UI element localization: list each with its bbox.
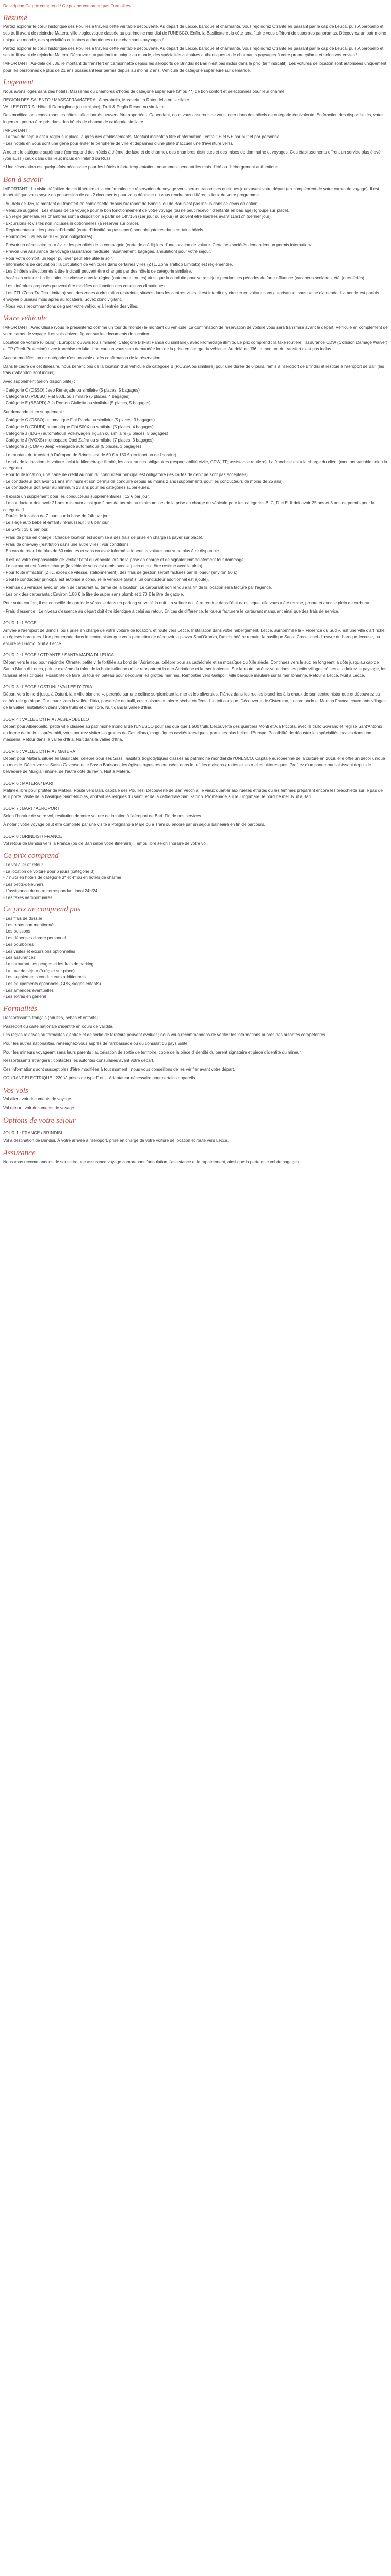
section-title-formalites: Formalités bbox=[3, 1005, 37, 1013]
resume-paragraph: Partez explorer le cœur historique des Pouilles à travers cette véritable découverte. Au départ de Lecce, baroque et charmante, vous rejoindrez Otrante en passant par le cap de Leuca, puis Alberobello et ses trulli avant de rejoindre Matera, ville troglodytique classée au patrimoine mondial de l'UNESCO. Enfin, la Basilicate et la côte amalfitaine vous offriront de superbes panoramas. Découvrez un patrimoine unique au monde, des spécialités culinaires authentiques et de charmants paysages à ... bbox=[3, 24, 386, 42]
vehicule-paragraph: - Catégorie C (OSSO) Jeep Renegade ou similaire (5 places, 5 bagages) - Catégorie D (VOLSO) Fiat 500L ou similaire (5 places, 4 bagages) - Catégorie E (BEARD) Alfa Romeo Giulietta ou similaire (5 places, 5 bagages) bbox=[3, 387, 151, 406]
vehicule-paragraph: - Frais d'essence : Le niveau d'essence au départ doit être identique à celui au retour. En cas de différence, le loueur facturera le carburant manquant ainsi que des frais de service. bbox=[3, 609, 339, 614]
list-item: - Les dépenses d'ordre personnel bbox=[3, 936, 66, 941]
vehicule-paragraph: - Le montant du transfert à l'aéroport de Brindisi est de 60 € à 150 € (en fonction de l'horaire). - Le prix de la location de voiture inclut le kilométrage illimité, les assurances obligatoires (responsabilité civile, CDW, TP, assistance routière). La franchise est à la charge du client (montant variable selon la catégorie). - Pour toute location, une carte de crédit au nom du conducteur principal est obligatoire (les cartes de débit ne sont pas acceptées). - Le conducteur doit avoir 21 ans minimum et son permis de conduire depuis au moins 2 ans (suppléments pour les conducteurs de moins de 25 ans). - Le conducteur doit avoir au minimum 23 ans pour les catégories supérieures. bbox=[3, 452, 387, 490]
itinerary-note: À noter : votre voyage peut être complété par une visite à Polignano a Mare ou à Trani ou encore par un séjour balnéaire en fin de parcours. bbox=[3, 822, 265, 827]
bon-savoir-paragraph: - Au-delà de J36, le montant du transfert en camionnette depuis l'aéroport de Brindisi ou de Bari n'est pas inclus dans ce devis en option. - Véhicule suggéré : Les étapes de ce voyage pour le bon fonctionnement de votre voyage (ou ne peut recevoir d'enfants en bas âge) (groupe sur place). - En règle générale, les chambres sont à disposition à partir de 14h/15h (1er jour du séjour) et doivent être libérées avant 11h/12h (dernier jour). - Excursions et visites non incluses ni optionnelles (à réserver sur place). - Réglementation : les pièces d'identité (carte d'identité ou passeport) sont obligatoires dans certains hôtels. - Pourboires : usuels de 10 % (non obligatoires). bbox=[3, 201, 290, 239]
logement-paragraph: Nous avons logés dans des hôtels, Masserias ou chambres d'hôtes de catégorie supérieure (3* ou 4*) de bon confort et sélectionnés pour leur charme. bbox=[3, 89, 286, 94]
logement-paragraph: IMPORTANT : - La taxe de séjour est à régler sur place, auprès des établissements. Montant indicatif à titre d'information : entre 1 € et 5 € par nuit et par personne. - Les hôtels en vous sont une gêne pour éviter le périphérie de ville et dépannés d'une plate d'accueil une (l'aventure vers). bbox=[3, 128, 281, 146]
list-item: - 7 nuits en hôtels de catégorie 3* et 4* ou en hôtels de charme bbox=[3, 875, 121, 880]
vehicule-paragraph: Sur demande et en supplément : bbox=[3, 409, 64, 414]
day-text: Départ vers le nord jusqu'à Ostuni, la « ville blanche », perchée sur une colline surplombant la mer et les oliveraies. Flânez dans les ruelles blanchies à la chaux de son centre historique et découvrez sa cathédrale gothique. Continuez vers la vallée d'Itria, parsemée de trulli, ces maisons en pierre sèche coiffées d'un toit conique. Découverte de Cisternino, Locorotondo et Martina Franca, charmants villages de la vallée. Installation dans votre trullo et dîner libre. Nuit dans la vallée d'Itria. bbox=[3, 692, 386, 710]
day-heading: JOUR 2 : LECCE / OTRANTE / SANTA MARIA DI LEUCA bbox=[3, 652, 114, 658]
formalites-paragraph: Ressortissants étrangers : contactez les autorités consulaires avant votre départ. bbox=[3, 1058, 155, 1063]
prix-comprend-list bbox=[3, 862, 388, 901]
day-heading: JOUR 1 : FRANCE / BRINDISI bbox=[3, 1130, 62, 1136]
list-item: - Les assurances bbox=[3, 955, 36, 960]
formalites-paragraph: Pour les autres nationalités, renseignez-vous auprès de l'ambassade ou du consulat du pays visité. bbox=[3, 1041, 189, 1046]
section-title-vehicule: Votre véhicule bbox=[3, 314, 47, 323]
page-description: Description Ce prix comprend / Ce prix ne comprend pas Formalités bbox=[3, 4, 131, 8]
bon-savoir-paragraph: - Les itinéraires proposés peuvent être modifiés en fonction des conditions climatiques. - Les ZTL (Zona Traffico Limitato) sont des zones à circulation restreinte, situées dans les centres-villes. Il est interdit d'y circuler en voiture sans autorisation, sous peine d'amende. L'amende est parfois envoyée plusieurs mois après au locataire. Soyez donc vigilant. - Nous vous recommandons de garer votre véhicule à l'entrée des villes. bbox=[3, 284, 379, 309]
day-heading: JOUR 4 : VALLÉE D'ITRIA / ALBEROBELLO bbox=[3, 716, 89, 722]
logement-paragraph: A noter : le catégorie supérieure (correspond des hôtels à thème, de luxe et de charme). des chambres distinctes et des mises de dommaine et voyages. Ces établissements offrent un service plus élevé (voir aussi) ceux dans des lieux inclus en Ireland ou Russ. bbox=[3, 149, 381, 161]
day-heading: JOUR 3 : LECCE / OSTUNI / VALLÉE D'ITRIA bbox=[3, 684, 92, 690]
list-item: - Les suppléments conducteurs additionnels bbox=[3, 975, 86, 980]
section-title-bon-a-savoir: Bon à savoir bbox=[3, 175, 43, 184]
vol-line: Vol retour : voir documents de voyage bbox=[3, 1106, 74, 1111]
prix-ne-comprend-list bbox=[3, 916, 388, 1001]
vehicule-paragraph: - Frais de prise en charge : Chaque location est soumise à des frais de prise en charge (à payer sur place). - Frais de one-way (restitution dans une autre ville) : voir conditions. - En cas de retard de plus de 60 minutes et sans en avoir informé le loueur, la voiture pourra ne plus être disponible. bbox=[3, 535, 220, 553]
formalites-paragraph: Pour les mineurs voyageant sans leurs parents : autorisation de sortie de territoire, copie de la pièce d'identité du parent signataire et pièce d'identité du mineur. bbox=[3, 1049, 302, 1055]
vol-line: Vol aller : voir documents de voyage bbox=[3, 1097, 71, 1102]
vehicule-paragraph: - Remise du véhicule avec un plein de carburant au terme de la location. Le carburant non rendu à la fin de la location sera facturé par l'agence. - Les prix des carburants : Environ 1.80 € le litre de super sans plomb et 1.70 € le litre de gazole. bbox=[3, 585, 272, 597]
logement-paragraph: Des modifications concernant les hôtels sélectionnés peuvent être apportées. Cependant, nous vous assurons de vous loger dans des hôtels de catégorie équivalente. En fonction des disponibilités, votre logement pourra être pris dans des hôtels de charme de catégorie similaire. bbox=[3, 113, 383, 124]
formalites-paragraph: Les règles relatives au formalités d'entrée et de sortie de territoire peuvent évoluer ; nous vous recommandons de vérifier les informations auprès des autorités compétentes. bbox=[3, 1032, 327, 1038]
list-item: - Les amendes éventuelles bbox=[3, 988, 54, 993]
day-text: Départ pour Matera, située en Basilicate, célèbre pour ses Sassi, habitats troglodytiques classés au patrimoine mondial de l'UNESCO. Capitale européenne de la culture en 2019, elle offre un décor unique au monde. Découvrez le Sasso Caveoso et le Sasso Barisano, les églises rupestres creusées dans le tuf, les maisons-grottes et les ruelles pittoresques. Profitez d'un panorama saisissant depuis le belvédère de Murgia Timone, de l'autre côté du ravin. Nuit à Matera. bbox=[3, 756, 385, 774]
list-item: - La location de voiture pour 6 jours (catégorie B) bbox=[3, 869, 95, 874]
list-item: - Le vol aller et retour bbox=[3, 862, 43, 868]
logement-paragraph: * Une réservation est quelquefois nécessaire pour les hôtels à forte fréquentation, notamment pendant les mois d'été ou l'hébergement authentique. bbox=[3, 165, 280, 170]
vehicule-paragraph: - Catégorie C (OSSO) automatique Fiat Panda ou similaire (5 places, 3 bagages) - Catégorie D (CDUDI) automatique Fiat 500X ou similaire (5 places, 4 bagages) - Catégorie J (IDGR) automatique Volkswagen Tiguan ou similaire (5 places, 5 bagages) - Catégorie J (IVOXS) monospace Opel Zafira ou similaire (7 places, 3 bagages) - Catégorie J (CDMR) Jeep Renegade automatique (5 places, 3 bagages) bbox=[3, 418, 168, 449]
section-title-logement: Logement bbox=[3, 78, 34, 87]
day-text: Selon l'horaire de votre vol, restitution de votre voiture de location à l'aéroport de Bari. Fin de nos services. bbox=[3, 814, 202, 819]
formalites-paragraph: Passeport ou carte nationale d'identité en cours de validité. bbox=[3, 1024, 114, 1029]
day-heading: JOUR 5 : VALLÉE D'ITRIA / MATERA bbox=[3, 748, 75, 754]
section-title-assurance: Assurance bbox=[3, 1149, 36, 1158]
section-title-prix-ne-comprend: Ce prix ne comprend pas bbox=[3, 905, 81, 914]
list-item: - Les frais de dossier bbox=[3, 916, 42, 921]
vehicule-paragraph: Aucune modification de catégorie n'est possible après confirmation de la réservation. bbox=[3, 355, 162, 360]
day-heading: JOUR 8 : BRINDISI / FRANCE bbox=[3, 833, 62, 839]
bon-savoir-paragraph: IMPORTANT ! La visite définitive de cet itinéraire et la confirmation de réservation du voyage vous seront transmises quelques jours avant votre départ (en complément de votre carnet de voyage). Il est impératif que vous soyez en possession de ces 2 documents pour vous déplacer ou vous rendre aux différents lieux de votre programme. bbox=[3, 186, 379, 198]
bon-savoir-paragraph: - Prévoir un nécessaire pour éviter les pénalités de la compagnie (carte de crédit) lors d'une location de voiture. Certaines sociétés demandent un permis international. - Prévoir une Assurance de voyage (assistance médicale, rapatriement, bagages, annulation) pour votre séjour. - Pour votre confort, un léger pullover peut être utile le soir. - Informations de circulation : la circulation de véhicules dans certaines villes (ZTL, Zona Traffico Limitato) est réglementée. - Les 2 hôtels sélectionnés à titre indicatif peuvent être changés par des hôtels de catégorie similaire. - Accès en voiture : La limitation de vitesse dans la région (autoroute, routes) ainsi que la conduite pour votre séjour pendant les périodes de forte affluence (vacances scolaires, été, jours fériés). bbox=[3, 243, 366, 280]
day-text: Départ vers le sud pour rejoindre Otrante, petite ville fortifiée au bord de l'Adriatique, célèbre pour sa cathédrale et sa mosaïque du XIIe siècle. Continuez vers le sud en longeant la côte jusqu'au cap de Santa Maria di Leuca, pointe extrême du talon de la botte italienne où se rencontrent la mer Adriatique et la mer Ionienne. Sur la route, arrêtez-vous dans les petits villages côtiers et admirez le paysage, les falaises et les criques. Possibilité de faire un tour en bateau pour découvrir les grottes marines. Remontée vers Gallipoli, ville baroque insulaire sur la mer Ionienne. Retour à Lecce. Nuit à Lecce. bbox=[3, 660, 387, 678]
day-text: Arrivée à l'aéroport de Brindisi puis prise en charge de votre voiture de location, et route vers Lecce. Installation dans votre hébergement. Lecce, surnommée la « Florence du Sud », est une ville d'art riche en églises baroques. Une promenade dans le centre historique vous permettra de découvrir la piazza Sant'Oronzo, l'amphithéâtre romain, la basilique Santa Croce, chef-d'œuvre du baroque leccese, ou encore le Duomo. Nuit à Lecce. bbox=[3, 628, 385, 646]
day-heading: JOUR 7 : BARI / AÉROPORT bbox=[3, 806, 60, 811]
day-text: Matinée libre pour profiter de Matera. Route vers Bari, capitale des Pouilles. Découverte de Bari Vecchia, le vieux quartier aux ruelles étroites où les femmes préparent encore les orecchiette sur le pas de leur porte. Visite de la basilique Saint-Nicolas, abritant les reliques du saint, et de la cathédrale San Sabino. Promenade sur le lungomare, le bord de mer. Nuit à Bari. bbox=[3, 788, 383, 800]
vehicule-paragraph: Location de voiture (6 jours) : Europcar ou Avis (ou similaire). Catégorie B (Fiat Panda ou similaire), avec kilométrage illimité. Le prix comprend : la taxe routière, l'assurance CDW (Collision Damage Waiver) et TP (Theft Protection) avec franchise réduite. Une caution vous sera demandée lors de la prise en charge du véhicule. Au-delà de J36, le montant du transfert n'est pas inclus. bbox=[3, 340, 388, 352]
section-title-resume: Résumé bbox=[3, 13, 27, 22]
formalites-paragraph: COURANT ÉLECTRIQUE : 220 V, prises de type F et L. Adaptateur nécessaire pour certains appareils. bbox=[3, 1075, 197, 1080]
day-heading: JOUR 1 : LECCE bbox=[3, 620, 37, 626]
list-item: - L'assistance de notre correspondant local 24h/24 bbox=[3, 888, 98, 893]
list-item: - La taxe de séjour (à régler sur place) bbox=[3, 968, 75, 973]
section-title-prix-comprend: Ce prix comprend bbox=[3, 852, 59, 860]
vehicule-paragraph: Pour votre confort, il est conseillé de garder le véhicule dans un parking surveillé la nuit. La voiture doit être rendue dans l'état dans lequel elle vous a été remise, propre et avec le plein de carburant. bbox=[3, 600, 373, 605]
list-item: - Les visites et excursions optionnelles bbox=[3, 948, 75, 954]
formalites-paragraph: Ces informations sont susceptibles d'être modifiées à tout moment ; nous vous conseillons de les vérifier avant votre départ. bbox=[3, 1067, 235, 1072]
list-item: - Les équipements optionnels (GPS, sièges enfants) bbox=[3, 981, 101, 987]
day-text: Départ pour Alberobello, petite ville classée au patrimoine mondial de l'UNESCO pour ses quelque 1 500 trulli. Découverte des quartiers Monti et Aia Piccola, avec le trullo Sovrano et l'église Sant'Antonio en forme de trullo. L'après-midi, vous pourrez visiter les grottes de Castellana, magnifiques cavités karstiques, parmi les plus belles d'Europe. Possibilité de déguster les spécialités locales dans une masseria. Retour dans la vallée d'Itria. Nuit dans la vallée d'Itria. bbox=[3, 724, 382, 742]
resume-paragraph: Partez explorer le cœur historique des Pouilles à travers cette véritable découverte. Au départ de Lecce, baroque et charmante, vous rejoindrez Otrante en passant par le cap de Leuca, puis Alberobello et ses trulli avant de rejoindre Matera. Découvrez un patrimoine unique au monde, des spécialités culinaires authentiques et de charmants paysages à votre propre rythme et selon vos envies ! bbox=[3, 46, 384, 58]
section-title-options: Options de votre séjour bbox=[3, 1116, 76, 1125]
page bbox=[0, 0, 391, 1189]
list-item: - Les boissons bbox=[3, 929, 30, 934]
day-text: Vol à destination de Brindisi. À votre arrivée à l'aéroport, prise en charge de votre voiture de location et route vers Lecce. bbox=[3, 1138, 229, 1143]
vehicule-paragraph: IMPORTANT : Avec Ulisse (vous le présenterez comme un tour du monde) le montant du véhicule. La confirmation de réservation de voiture vous sera transmise avant le départ. Véhicule en complément de votre carnet de voyage. Les vols doivent figurer sur les documents de location. bbox=[3, 325, 388, 336]
assurance-paragraph: Nous vous recommandons de souscrire une assurance voyage comprenant l'annulation, l'assistance et le rapatriement, ainsi que la perte et le vol de bagages. bbox=[3, 1159, 300, 1164]
resume-paragraph: IMPORTANT : Au-delà de J36, le montant du transfert en camionnette depuis les aéroports de Brindisi et Bari n'est pas inclus dans le prix (tarif indicatif). Les voitures de location sont autorisées uniquement pour les personnes de plus de 21 ans possédant leur permis depuis au moins 2 ans. Véhicule de catégorie supérieure sur demande. bbox=[3, 61, 386, 73]
vehicule-paragraph: Avec supplément (selon disponibilité) : bbox=[3, 379, 75, 384]
list-item: - Les petits-déjeuners bbox=[3, 882, 44, 887]
list-item: - Les taxes aéroportuaires bbox=[3, 895, 53, 900]
list-item: - Les pourboires bbox=[3, 942, 34, 947]
list-item: - Les extras en général bbox=[3, 994, 46, 999]
vehicule-paragraph: Dans le cadre de cet itinéraire, nous bénéficions de la location d'un véhicule de catégorie B (ROSSA ou similaire) pour une durée de 6 jours, remis à l'aéroport de Brindisi et restitué à l'aéroport de Bari (les frais d'abandon sont inclus). bbox=[3, 364, 384, 376]
day-heading: JOUR 6 : MATERA / BARI bbox=[3, 780, 54, 786]
formalites-paragraph: Ressortissants français (adultes, bébés et enfants) : bbox=[3, 1015, 101, 1020]
section-title-vols: Vos vols bbox=[3, 1086, 28, 1095]
vehicule-paragraph: - Il est de votre responsabilité de vérifier l'état du véhicule lors de la prise en charge et de signaler immédiatement tout dommage. - Le carburant est à votre charge (le véhicule vous est remis avec le plein et doit être restitué avec le plein). - Pour toute infraction (ZTL, excès de vitesse, stationnement), des frais de gestion seront facturés par le loueur (environ 50 €). - Seul le conducteur principal est autorisé à conduire le véhicule (sauf si un conducteur additionnel est ajouté). bbox=[3, 557, 245, 582]
logement-paragraph: REGION DES SALENTO / MASSAFRA/MATERA : Alberobello, Masseria La Rotondella ou similaire VALLEE D'ITRIA : Hôtel Il Dormiglione (ou similaire), Trulli & Puglia Resort ou similaire bbox=[3, 97, 189, 109]
list-item: - Les repas non mentionnés bbox=[3, 922, 56, 927]
list-item: - Le carburant, les péages et les frais de parking bbox=[3, 961, 94, 967]
day-text: Vol retour de Brindisi vers la France (ou de Bari selon votre itinéraire). Temps libre selon l'horaire de votre vol. bbox=[3, 841, 208, 846]
vehicule-paragraph: - Il existe un supplément pour les conducteurs supplémentaires : 12 € par jour. - Le conducteur doit avoir 21 ans minimum ainsi que 2 ans de permis au minimum lors de la prise en charge du véhicule pour les catégories B, C, D et E. Il doit avoir 25 ans et 3 ans de permis pour la catégorie J. - Durée de location de 7 jours sur la base de 24h par jour. - Le siège auto bébé et enfant / rehausseur : 8 € par jour. - Le GPS : 15 € par jour. bbox=[3, 494, 374, 532]
